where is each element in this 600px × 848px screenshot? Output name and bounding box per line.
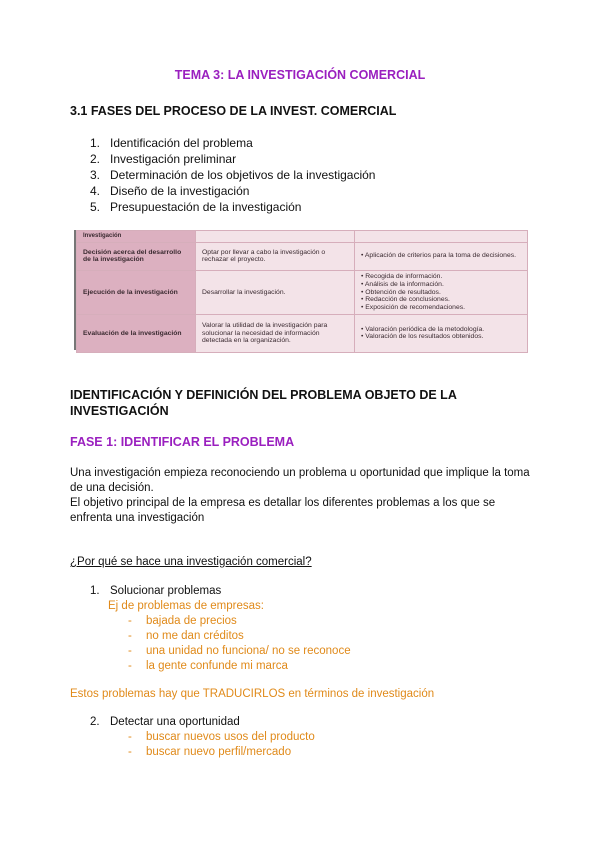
question-text: ¿Por qué se hace una investigación comercial? <box>70 556 312 568</box>
example-label: Ej de problemas de empresas: <box>108 600 264 612</box>
table-row <box>77 242 528 270</box>
table-cell: Investigación <box>77 231 196 243</box>
phase-heading: FASE 1: IDENTIFICAR EL PROBLEMA <box>70 435 295 449</box>
table-cell: Desarrollar la investigación. <box>196 270 355 314</box>
table-row <box>77 270 528 314</box>
table-row <box>77 314 528 352</box>
section-heading: IDENTIFICACIÓN Y DEFINICIÓN DEL PROBLEMA OBJETO DE LA INVESTIGACIÓN <box>70 388 457 418</box>
paragraph: El objetivo principal de la empresa es detallar los diferentes problemas a los que se enfrenta una investigación <box>70 497 496 524</box>
table-cell: Evaluación de la investigación <box>77 314 196 352</box>
paragraph: Una investigación empieza reconociendo un problema u oportunidad que implique la toma de una decisión. <box>70 467 530 494</box>
note-text: Estos problemas hay que TRADUCIRLOS en términos de investigación <box>70 688 435 700</box>
section-heading: 3.1 FASES DEL PROCESO DE LA INVEST. COMERCIAL <box>70 104 397 118</box>
list-item: - bajada de precios <box>128 615 237 627</box>
list-item: - buscar nuevos usos del producto <box>128 731 315 743</box>
table-cell: Valorar la utilidad de la investigación para solucionar la necesidad de información detectada en la organización. <box>196 314 355 352</box>
table-cell: Optar por llevar a cabo la investigación o rechazar el proyecto. <box>196 242 355 270</box>
list-item: - una unidad no funciona/ no se reconoce <box>128 645 351 657</box>
list-item: 1. Identificación del problema <box>90 136 253 150</box>
table-cell: • Aplicación de criterios para la toma de decisiones. <box>355 242 528 270</box>
list-item: - la gente confunde mi marca <box>128 660 288 672</box>
list-item: 3. Determinación de los objetivos de la investigación <box>90 168 376 182</box>
table-cell: Decisión acerca del desarrollo de la investigación <box>77 242 196 270</box>
list-item: - no me dan créditos <box>128 630 244 642</box>
list-item: 2. Investigación preliminar <box>90 152 237 166</box>
table-cell: Ejecución de la investigación <box>77 270 196 314</box>
list-item: 4. Diseño de la investigación <box>90 184 250 198</box>
page-title: TEMA 3: LA INVESTIGACIÓN COMERCIAL <box>174 68 426 82</box>
list-item: 2. Detectar una oportunidad <box>90 716 240 728</box>
list-item: 1. Solucionar problemas <box>90 585 222 597</box>
list-item: 5. Presupuestación de la investigación <box>90 200 302 214</box>
table-cell: • Valoración periódica de la metodología. • Valoración de los resultados obtenidos. <box>355 314 528 352</box>
phases-table-image <box>76 230 528 353</box>
list-item: - buscar nuevo perfil/mercado <box>128 746 292 758</box>
table-cell: • Recogida de información. • Análisis de la información. • Obtención de resultados. • Redacción de conclusiones. • Exposición de recomendaciones. <box>355 270 528 314</box>
